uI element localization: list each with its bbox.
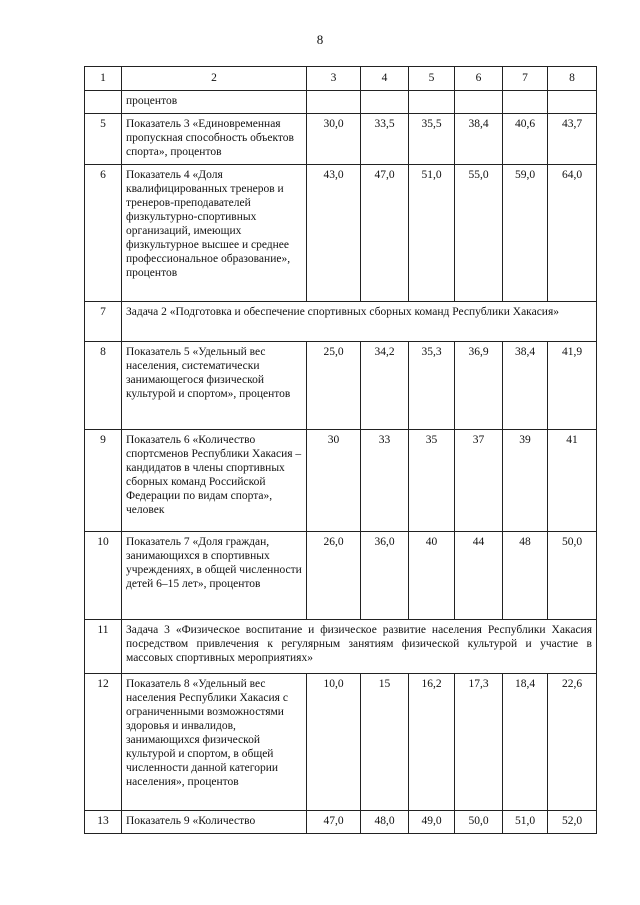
- indicator-value: 33: [361, 430, 409, 532]
- row-number: 11: [85, 620, 122, 674]
- indicator-value: 36,9: [455, 342, 503, 430]
- column-number-4: 4: [361, 67, 409, 91]
- indicator-value: 48: [503, 532, 548, 620]
- indicator-value: 15: [361, 674, 409, 811]
- indicator-value: [409, 91, 455, 114]
- task-title: Задача 3 «Физическое воспитание и физическое развитие населения Республики Хакасия посредством привлечения к регулярным занятиям физической культурой и участие в массовых спортивных мероприятиях»: [122, 620, 597, 674]
- row-number: 5: [85, 114, 122, 165]
- column-number-8: 8: [548, 67, 597, 91]
- indicator-value: 40,6: [503, 114, 548, 165]
- table-row: [85, 342, 597, 430]
- indicator-value: 49,0: [409, 811, 455, 834]
- indicator-value: 47,0: [361, 165, 409, 302]
- indicator-value: 22,6: [548, 674, 597, 811]
- indicator-value: 30: [307, 430, 361, 532]
- indicator-name: Показатель 3 «Единовременная пропускная способность объектов спорта», процентов: [122, 114, 307, 165]
- indicator-value: 16,2: [409, 674, 455, 811]
- indicator-value: 33,5: [361, 114, 409, 165]
- indicator-name: процентов: [122, 91, 307, 114]
- column-number-6: 6: [455, 67, 503, 91]
- task-row: [85, 620, 597, 674]
- table-row: [85, 532, 597, 620]
- task-row: [85, 302, 597, 342]
- indicator-value: 51,0: [503, 811, 548, 834]
- indicator-value: 38,4: [503, 342, 548, 430]
- indicator-name: Показатель 5 «Удельный вес населения, систематически занимающегося физической культурой и спортом», процентов: [122, 342, 307, 430]
- indicator-value: 26,0: [307, 532, 361, 620]
- indicator-value: 35,5: [409, 114, 455, 165]
- column-number-7: 7: [503, 67, 548, 91]
- indicator-value: 35: [409, 430, 455, 532]
- indicator-value: 44: [455, 532, 503, 620]
- indicator-value: 41: [548, 430, 597, 532]
- column-number-2: 2: [122, 67, 307, 91]
- table-row: [85, 165, 597, 302]
- header-row: [85, 67, 597, 91]
- indicator-value: 38,4: [455, 114, 503, 165]
- indicator-value: 37: [455, 430, 503, 532]
- row-number: 13: [85, 811, 122, 834]
- row-number: 9: [85, 430, 122, 532]
- indicator-name: Показатель 4 «Доля квалифицированных тренеров и тренеров-преподавателей физкультурно-спортивных организаций, имеющих физкультурное высшее и среднее профессиональное образование», процентов: [122, 165, 307, 302]
- table-row: [85, 91, 597, 114]
- indicator-value: 43,7: [548, 114, 597, 165]
- indicator-name: Показатель 6 «Количество спортсменов Республики Хакасия – кандидатов в члены спортивных сборных команд Российской Федерации по видам спорта», человек: [122, 430, 307, 532]
- indicator-value: 50,0: [455, 811, 503, 834]
- indicator-value: 34,2: [361, 342, 409, 430]
- indicator-value: 39: [503, 430, 548, 532]
- row-number: 7: [85, 302, 122, 342]
- indicator-value: 59,0: [503, 165, 548, 302]
- indicator-value: [503, 91, 548, 114]
- column-number-3: 3: [307, 67, 361, 91]
- task-title: Задача 2 «Подготовка и обеспечение спортивных сборных команд Республики Хакасия»: [122, 302, 597, 342]
- indicator-name: Показатель 9 «Количество: [122, 811, 307, 834]
- indicator-value: 50,0: [548, 532, 597, 620]
- indicator-name: Показатель 8 «Удельный вес населения Республики Хакасия с ограниченными возможностями здоровья и инвалидов, занимающихся физической культурой и спортом, в общей численности данной категории населения», процентов: [122, 674, 307, 811]
- indicator-name: Показатель 7 «Доля граждан, занимающихся в спортивных учреждениях, в общей численности детей 6–15 лет», процентов: [122, 532, 307, 620]
- table-row: [85, 674, 597, 811]
- row-number: 6: [85, 165, 122, 302]
- indicator-value: 36,0: [361, 532, 409, 620]
- indicator-value: [548, 91, 597, 114]
- row-number: 12: [85, 674, 122, 811]
- page-number: 8: [316, 32, 324, 47]
- table-row: [85, 811, 597, 834]
- indicator-value: 30,0: [307, 114, 361, 165]
- indicator-value: [307, 91, 361, 114]
- row-number: 8: [85, 342, 122, 430]
- indicator-value: [361, 91, 409, 114]
- indicator-value: 55,0: [455, 165, 503, 302]
- indicator-value: 10,0: [307, 674, 361, 811]
- table-row: [85, 430, 597, 532]
- indicator-value: [455, 91, 503, 114]
- indicator-value: 64,0: [548, 165, 597, 302]
- indicator-value: 43,0: [307, 165, 361, 302]
- indicator-value: 47,0: [307, 811, 361, 834]
- indicator-value: 35,3: [409, 342, 455, 430]
- indicator-value: 48,0: [361, 811, 409, 834]
- indicator-value: 52,0: [548, 811, 597, 834]
- column-number-5: 5: [409, 67, 455, 91]
- indicator-value: 25,0: [307, 342, 361, 430]
- row-number: 10: [85, 532, 122, 620]
- table-row: [85, 114, 597, 165]
- indicator-value: 17,3: [455, 674, 503, 811]
- indicator-value: 18,4: [503, 674, 548, 811]
- indicator-value: 40: [409, 532, 455, 620]
- indicators-table: [84, 66, 597, 834]
- indicator-value: 51,0: [409, 165, 455, 302]
- column-number-1: 1: [85, 67, 122, 91]
- row-number: [85, 91, 122, 114]
- indicator-value: 41,9: [548, 342, 597, 430]
